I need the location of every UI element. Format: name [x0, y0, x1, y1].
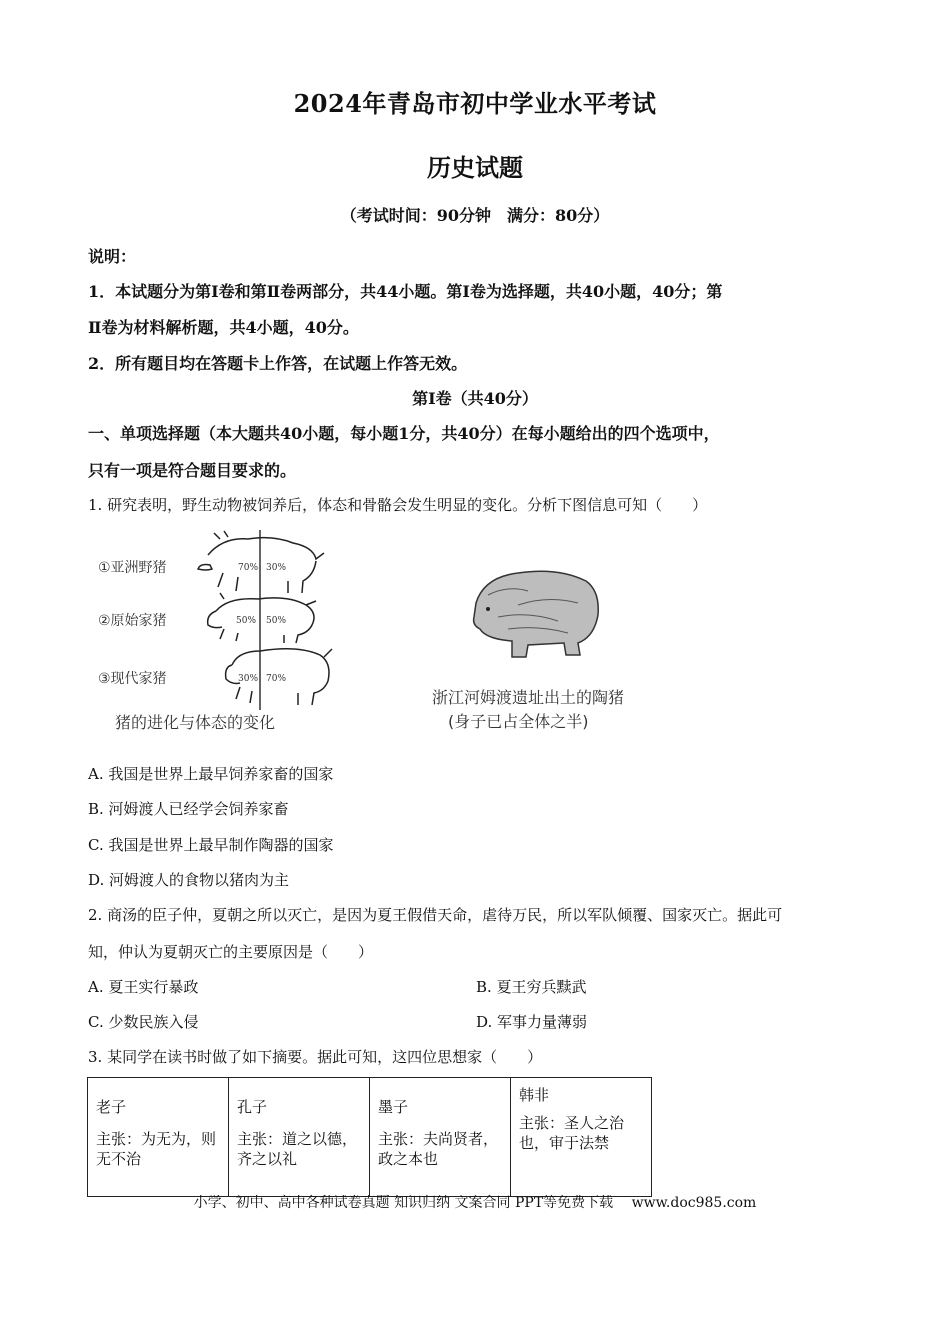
row3-left-pct: 30%	[238, 674, 259, 684]
table-cell-laozi	[88, 1078, 229, 1197]
thinker-claim: 主张：夫尚贤者，政之本也	[378, 1130, 499, 1168]
wild-boar-drawing	[198, 531, 324, 593]
q2-stem-line-1: 2. 商汤的臣子仲，夏朝之所以灭亡，是因为夏王假借天命，虐待万民，所以军队倾覆、国家灭亡。据此可	[88, 906, 783, 924]
q2-option-d: D. 军事力量薄弱	[476, 1013, 588, 1031]
instruction-1-line-1: 1．本试题分为第Ⅰ卷和第Ⅱ卷两部分，共44小题。第Ⅰ卷为选择题，共40小题，40分；第	[88, 282, 723, 301]
q1-option-c: C. 我国是世界上最早制作陶器的国家	[88, 836, 334, 854]
row2-left-pct: 50%	[236, 616, 257, 626]
row2-label: ②原始家猪	[98, 613, 167, 629]
q1-option-a: A. 我国是世界上最早饲养家畜的国家	[88, 765, 334, 783]
exam-title: 2024年青岛市初中学业水平考试	[293, 89, 657, 118]
thinker-name: 墨子	[378, 1098, 409, 1116]
pottery-pig-drawing	[474, 571, 599, 657]
q2-option-a: A. 夏王实行暴政	[88, 978, 199, 996]
right-caption-2: (身子已占全体之半)	[448, 712, 589, 731]
q1-option-d: D. 河姆渡人的食物以猪肉为主	[88, 871, 290, 889]
row2-right-pct: 50%	[266, 616, 287, 626]
table-cell-mozi	[370, 1078, 511, 1197]
section-heading-line-1: 一、单项选择题（本大题共40小题，每小题1分，共40分）在每小题给出的四个选项中，	[88, 424, 720, 443]
subject-title: 历史试题	[427, 153, 523, 182]
section-heading-line-2: 只有一项是符合题目要求的。	[88, 461, 297, 480]
q1-option-b: B. 河姆渡人已经学会饲养家畜	[88, 800, 289, 818]
q2-option-b: B. 夏王穷兵黩武	[476, 978, 587, 996]
q2-option-c: C. 少数民族入侵	[88, 1013, 199, 1031]
table-row	[88, 1078, 652, 1197]
page-footer: 小学、初中、高中各种试卷真题 知识归纳 文案合同 PPT等免费下载 www.doc985.com	[193, 1195, 757, 1211]
primitive-pig-drawing	[208, 593, 316, 643]
thinker-claim: 主张：道之以德，齐之以礼	[237, 1130, 358, 1168]
thinker-claim: 主张：为无为，则无不治	[96, 1130, 217, 1168]
instruction-1-line-2: Ⅱ卷为材料解析题，共4小题，40分。	[88, 318, 359, 337]
row3-label: ③现代家猪	[98, 671, 167, 687]
instructions-heading: 说明：	[88, 247, 137, 266]
row1-right-pct: 30%	[266, 563, 287, 573]
q3-stem: 3. 某同学在读书时做了如下摘要。据此可知，这四位思想家（ ）	[88, 1048, 543, 1066]
row3-right-pct: 70%	[266, 674, 287, 684]
exam-info: （考试时间：90分钟 满分：80分）	[340, 206, 610, 225]
thinker-name: 韩非	[519, 1086, 550, 1104]
q2-stem-line-2: 知，仲认为夏朝灭亡的主要原因是（ ）	[88, 943, 374, 961]
thinker-name: 孔子	[237, 1098, 268, 1116]
right-caption-1: 浙江河姆渡遗址出土的陶猪	[432, 688, 625, 707]
row1-left-pct: 70%	[238, 563, 259, 573]
row1-label: ①亚洲野猪	[98, 560, 167, 576]
thinker-name: 老子	[96, 1098, 127, 1116]
left-caption: 猪的进化与体态的变化	[115, 713, 276, 732]
q1-figure	[88, 525, 868, 740]
q1-stem: 1. 研究表明，野生动物被饲养后，体态和骨骼会发生明显的变化。分析下图信息可知（ ）	[88, 496, 708, 514]
q3-thinkers-table	[87, 1077, 652, 1197]
table-cell-hanfei	[511, 1078, 652, 1197]
instruction-2: 2．所有题目均在答题卡上作答，在试题上作答无效。	[88, 354, 468, 373]
part1-heading: 第Ⅰ卷（共40分）	[412, 389, 538, 408]
thinker-claim: 主张：圣人之治也，审于法禁	[519, 1114, 625, 1152]
table-cell-kongzi	[229, 1078, 370, 1197]
